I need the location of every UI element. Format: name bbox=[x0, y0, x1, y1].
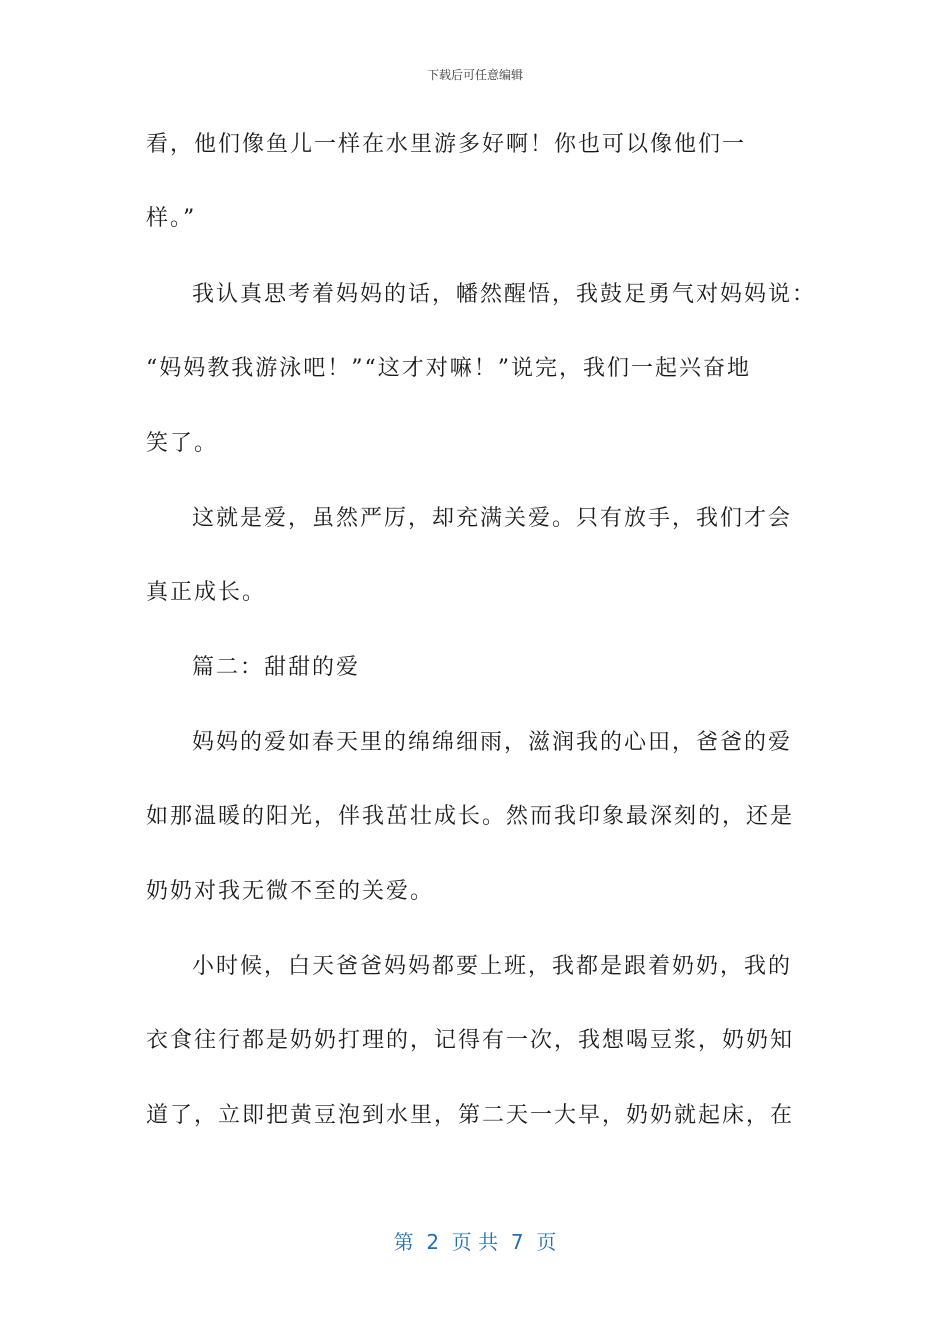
text-line: 衣食往行都是奶奶打理的，记得有一次，我想喝豆浆，奶奶知 bbox=[146, 1028, 795, 1053]
paragraph-start: 妈妈的爱如春天里的绵绵细雨，滋润我的心田，爸爸的爱 bbox=[192, 730, 793, 755]
paragraph-start: 我认真思考着妈妈的话，幡然醒悟，我鼓足勇气对妈妈说： bbox=[192, 282, 817, 307]
text-line: 如那温暖的阳光，伴我茁壮成长。然而我印象最深刻的，还是 bbox=[146, 804, 795, 829]
text-line: 真正成长。 bbox=[146, 580, 267, 605]
text-line: 看，他们像鱼儿一样在水里游多好啊！你也可以像他们一 bbox=[146, 132, 747, 157]
text-line: 道了，立即把黄豆泡到水里，第二天一大早，奶奶就起床，在 bbox=[146, 1103, 795, 1128]
text-line: 笑了。 bbox=[146, 431, 219, 456]
section-heading: 篇二：甜甜的爱 bbox=[192, 655, 361, 680]
text-line: 样。” bbox=[146, 206, 197, 231]
text-line: “妈妈教我游泳吧！”“这才对嘛！”说完，我们一起兴奋地 bbox=[146, 356, 751, 381]
text-line: 奶奶对我无微不至的关爱。 bbox=[146, 879, 435, 904]
page-number: 第 2 页 共 7 页 bbox=[393, 1230, 557, 1254]
header-note: 下载后可任意编辑 bbox=[426, 68, 523, 82]
paragraph-start: 小时候，白天爸爸妈妈都要上班，我都是跟着奶奶，我的 bbox=[192, 954, 793, 979]
paragraph-start: 这就是爱，虽然严厉，却充满关爱。只有放手，我们才会 bbox=[192, 506, 793, 531]
